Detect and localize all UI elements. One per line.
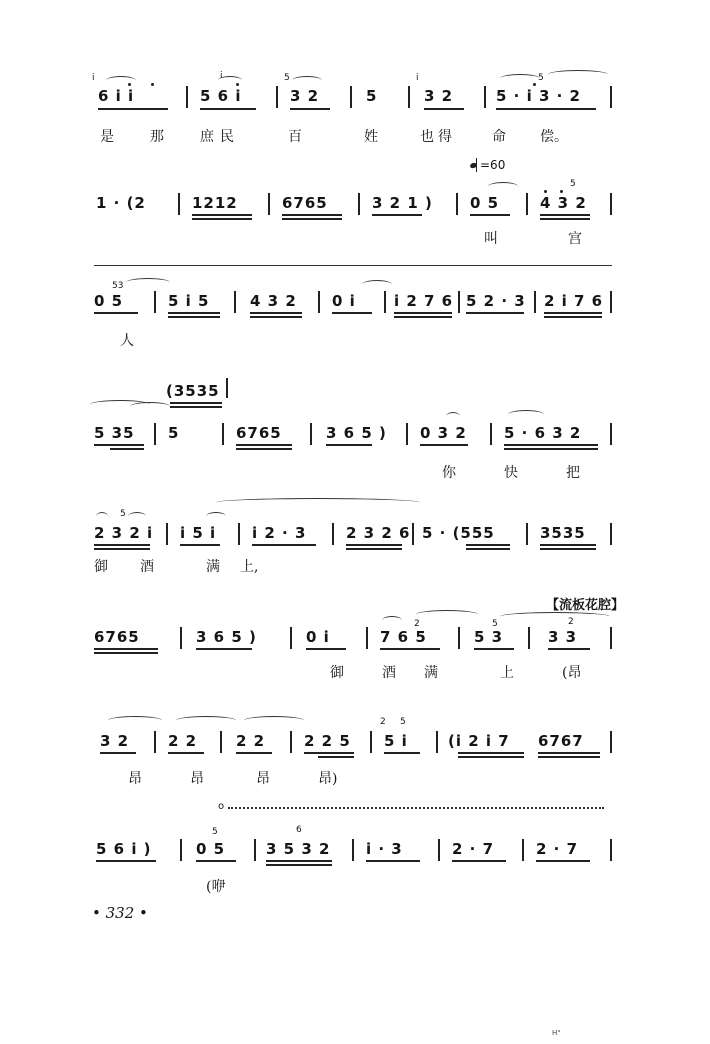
underline [496, 108, 596, 110]
barline [484, 86, 486, 108]
barline [358, 193, 360, 215]
measure-1: 6 i i [98, 87, 135, 105]
underline [470, 214, 510, 216]
tie [416, 610, 478, 619]
underline [282, 218, 342, 220]
measure-4: 0 i [332, 292, 356, 310]
lyric: (咿 [206, 879, 226, 895]
measure-2: 1212 [192, 194, 238, 212]
underline [540, 544, 596, 546]
lyric: 快 [504, 465, 518, 481]
underline [380, 648, 440, 650]
lyric: 上, [240, 559, 259, 575]
underline [420, 444, 468, 446]
barline [526, 523, 528, 545]
measure-1: 2 3 2 i [94, 524, 154, 542]
measure-1: 0 5 [94, 292, 124, 310]
tie [216, 498, 420, 507]
underline [306, 648, 346, 650]
lyric: 昂 [128, 771, 142, 787]
barline [534, 291, 536, 313]
measure-4: 5 [366, 87, 378, 105]
underline [394, 312, 452, 314]
tie [244, 716, 304, 725]
lyric: 御 [94, 559, 108, 575]
underline [196, 860, 236, 862]
tie [96, 512, 108, 521]
barline [456, 193, 458, 215]
measure-5: 2 · 7 [452, 840, 495, 858]
measure-2: 3 6 5 ) [196, 628, 257, 646]
measure-4: 2 2 5 [304, 732, 351, 750]
tie [548, 70, 608, 79]
barline [458, 291, 460, 313]
underline [170, 402, 222, 404]
bracket-variant: (3535 [166, 382, 220, 400]
octave-dot [544, 190, 547, 193]
lyric: 昂) [318, 771, 338, 787]
section-label: 【流板花腔】 [546, 598, 625, 613]
grace-note: i [416, 73, 419, 83]
lyric: 庶民 [200, 129, 240, 145]
lyric: 姓 [364, 129, 378, 145]
lyric: 酒 [140, 559, 154, 575]
underline [540, 214, 590, 216]
underline [366, 860, 420, 862]
underline [458, 752, 524, 754]
lyric: 也得 [420, 129, 456, 145]
tie [128, 512, 146, 521]
measure-3: 3 2 [290, 87, 320, 105]
underline [96, 860, 156, 862]
underline [252, 544, 316, 546]
barline [154, 291, 156, 313]
lyric: 百 [288, 129, 302, 145]
measure-1: 6765 [94, 628, 140, 646]
underline [94, 544, 150, 546]
dotted-line [228, 807, 604, 809]
lyric: (昂 [562, 665, 582, 681]
underline [94, 652, 158, 654]
barline [490, 423, 492, 445]
underline [346, 548, 402, 550]
barline [154, 731, 156, 753]
octave-dot [533, 83, 536, 86]
tie [108, 716, 162, 725]
measure-3: 2 2 [236, 732, 266, 750]
measure-1: 3 2 [100, 732, 130, 750]
measure-3: 6765 [236, 424, 282, 442]
barline [268, 193, 270, 215]
lyric: 命 [492, 129, 506, 145]
tempo-value: =60 [480, 158, 506, 172]
barline [610, 731, 612, 753]
lyric: 宫 [568, 231, 582, 247]
barline [412, 523, 414, 545]
lyric: 昂 [256, 771, 270, 787]
measure-3: 0 i [306, 628, 330, 646]
grace-note: 5 [570, 179, 576, 189]
underline [236, 448, 292, 450]
grace-note: 5 [492, 619, 498, 629]
underline [540, 218, 590, 220]
lyric: 你 [442, 465, 456, 481]
underline [394, 316, 452, 318]
underline [196, 648, 252, 650]
measure-6: 5 2 · 3 [466, 292, 526, 310]
barline [254, 839, 256, 861]
page-number: • 332 • [92, 904, 148, 922]
measure-5: 0 3 2 [420, 424, 467, 442]
underline [318, 756, 354, 758]
lyric: 昂 [190, 771, 204, 787]
tie [206, 512, 226, 521]
underline [100, 752, 136, 754]
underline [504, 444, 598, 446]
tempo-mark [470, 158, 505, 172]
phrase-line [94, 265, 612, 266]
underline [94, 648, 158, 650]
grace-note: 5 [538, 73, 544, 83]
underline [170, 406, 222, 408]
underline [538, 752, 600, 754]
barline [436, 731, 438, 753]
barline [310, 423, 312, 445]
measure-6: 5 · 6 3 2 [504, 424, 582, 442]
lyric: 人 [120, 333, 134, 349]
tie [382, 616, 402, 625]
barline [408, 86, 410, 108]
underline [94, 444, 144, 446]
underline [94, 312, 138, 314]
underline [536, 860, 590, 862]
measure-6: (i 2 i 7 [448, 732, 510, 750]
barline [178, 193, 180, 215]
grace-note: 5 [284, 73, 290, 83]
tie [130, 402, 170, 411]
underline [236, 752, 272, 754]
underline [474, 648, 514, 650]
barline [180, 627, 182, 649]
lyric: 是 [100, 129, 114, 145]
barline [290, 731, 292, 753]
grace-note: 53 [112, 281, 124, 291]
tie [362, 280, 392, 289]
barline [610, 627, 612, 649]
tie [500, 74, 540, 83]
barline [610, 523, 612, 545]
lyric: 把 [566, 465, 580, 481]
underline [458, 756, 524, 758]
underline [168, 752, 204, 754]
grace-note: 2 [568, 617, 574, 627]
underline [98, 108, 168, 110]
underline [548, 648, 590, 650]
barline [238, 523, 240, 545]
tie [508, 410, 544, 419]
barline [154, 423, 156, 445]
barline [406, 423, 408, 445]
measure-4: 3 2 1 ) [372, 194, 433, 212]
underline [266, 864, 332, 866]
barline [332, 523, 334, 545]
barline [458, 627, 460, 649]
underline [304, 752, 354, 754]
tie [500, 612, 610, 621]
barline [384, 291, 386, 313]
measure-6: 4 3 2 [540, 194, 587, 212]
underline [384, 752, 420, 754]
barline [350, 86, 352, 108]
underline [424, 108, 464, 110]
tie [292, 76, 322, 85]
barline [610, 423, 612, 445]
octave-dot [560, 190, 563, 193]
barline [366, 627, 368, 649]
measure-1: 1 · (2 [96, 194, 146, 212]
barline [352, 839, 354, 861]
barline [610, 291, 612, 313]
measure-4: 3 6 5 ) [326, 424, 387, 442]
grace-note: i [220, 71, 223, 81]
barline [370, 731, 372, 753]
underline [94, 548, 150, 550]
grace-note: 5 [400, 717, 406, 727]
measure-6: 5 · i 3 · 2 [496, 87, 581, 105]
underline [168, 312, 220, 314]
lyric: 御 [330, 665, 344, 681]
measure-5: 5 · (555 [422, 524, 495, 542]
barline [610, 839, 612, 861]
measure-5: 5 3 [474, 628, 504, 646]
lyric: 那 [150, 129, 164, 145]
lyric: 酒 [382, 665, 396, 681]
underline [192, 214, 252, 216]
barline [522, 839, 524, 861]
tie [446, 412, 460, 421]
underline [192, 218, 252, 220]
underline [290, 108, 330, 110]
underline [250, 312, 302, 314]
barline [180, 839, 182, 861]
measure-6: 3 3 [548, 628, 578, 646]
measure-3: 3 5 3 2 [266, 840, 331, 858]
underline [544, 316, 602, 318]
measure-2: 5 6 i [200, 87, 242, 105]
underline [250, 316, 302, 318]
measure-6: 2 · 7 [536, 840, 579, 858]
measure-5: i 2 7 6 [394, 292, 454, 310]
barline [290, 627, 292, 649]
barline [438, 839, 440, 861]
measure-5: 5 i [384, 732, 408, 750]
trill-circle-icon: o [218, 801, 225, 812]
measure-2: i 5 i [180, 524, 217, 542]
grace-note: i [92, 73, 95, 83]
grace-note: 5 [212, 827, 218, 837]
underline [372, 214, 422, 216]
grace-note: 2 [380, 717, 386, 727]
measure-3: 4 3 2 [250, 292, 297, 310]
underline [466, 544, 510, 546]
octave-dot [151, 83, 154, 86]
measure-3: 6765 [282, 194, 328, 212]
measure-4: 2 3 2 6 [346, 524, 411, 542]
measure-4: i · 3 [366, 840, 403, 858]
measure-7: 2 i 7 6 [544, 292, 604, 310]
lyric: 偿。 [540, 129, 568, 145]
underline [236, 444, 292, 446]
lyric: 满 [424, 665, 438, 681]
underline [168, 316, 220, 318]
underline [180, 544, 220, 546]
underline [544, 312, 602, 314]
underline [466, 312, 524, 314]
barline [222, 423, 224, 445]
underline [466, 548, 510, 550]
barline [528, 627, 530, 649]
barline [276, 86, 278, 108]
footer-mark: H" [552, 1029, 561, 1037]
underline [504, 448, 598, 450]
barline [226, 378, 228, 398]
barline [186, 86, 188, 108]
measure-4: 7 6 5 [380, 628, 427, 646]
underline [200, 108, 256, 110]
grace-note: 2 [414, 619, 420, 629]
measure-5: 3 2 [424, 87, 454, 105]
underline [332, 312, 372, 314]
measure-2: 5 [168, 424, 180, 442]
grace-note: 6 [296, 825, 302, 835]
tie [488, 182, 518, 191]
tie [176, 716, 236, 725]
measure-7: 6767 [538, 732, 584, 750]
barline [526, 193, 528, 215]
measure-6: 3535 [540, 524, 586, 542]
underline [540, 548, 596, 550]
underline [282, 214, 342, 216]
underline [266, 860, 332, 862]
tie [126, 278, 170, 287]
underline [110, 448, 144, 450]
barline [610, 86, 612, 108]
grace-note: 5 [120, 509, 126, 519]
lyric: 上 [500, 665, 514, 681]
underline [326, 444, 372, 446]
measure-2: 0 5 [196, 840, 226, 858]
barline [610, 193, 612, 215]
underline [346, 544, 402, 546]
barline [234, 291, 236, 313]
measure-5: 0 5 [470, 194, 500, 212]
lyric: 满 [206, 559, 220, 575]
measure-1: 5 6 i ) [96, 840, 152, 858]
barline [318, 291, 320, 313]
barline [220, 731, 222, 753]
underline [538, 756, 600, 758]
tie [106, 76, 136, 85]
barline [166, 523, 168, 545]
measure-2: 5 i 5 [168, 292, 210, 310]
measure-3: i 2 · 3 [252, 524, 307, 542]
lyric: 叫 [484, 231, 498, 247]
measure-2: 2 2 [168, 732, 198, 750]
measure-1: 5 35 [94, 424, 135, 442]
underline [452, 860, 506, 862]
